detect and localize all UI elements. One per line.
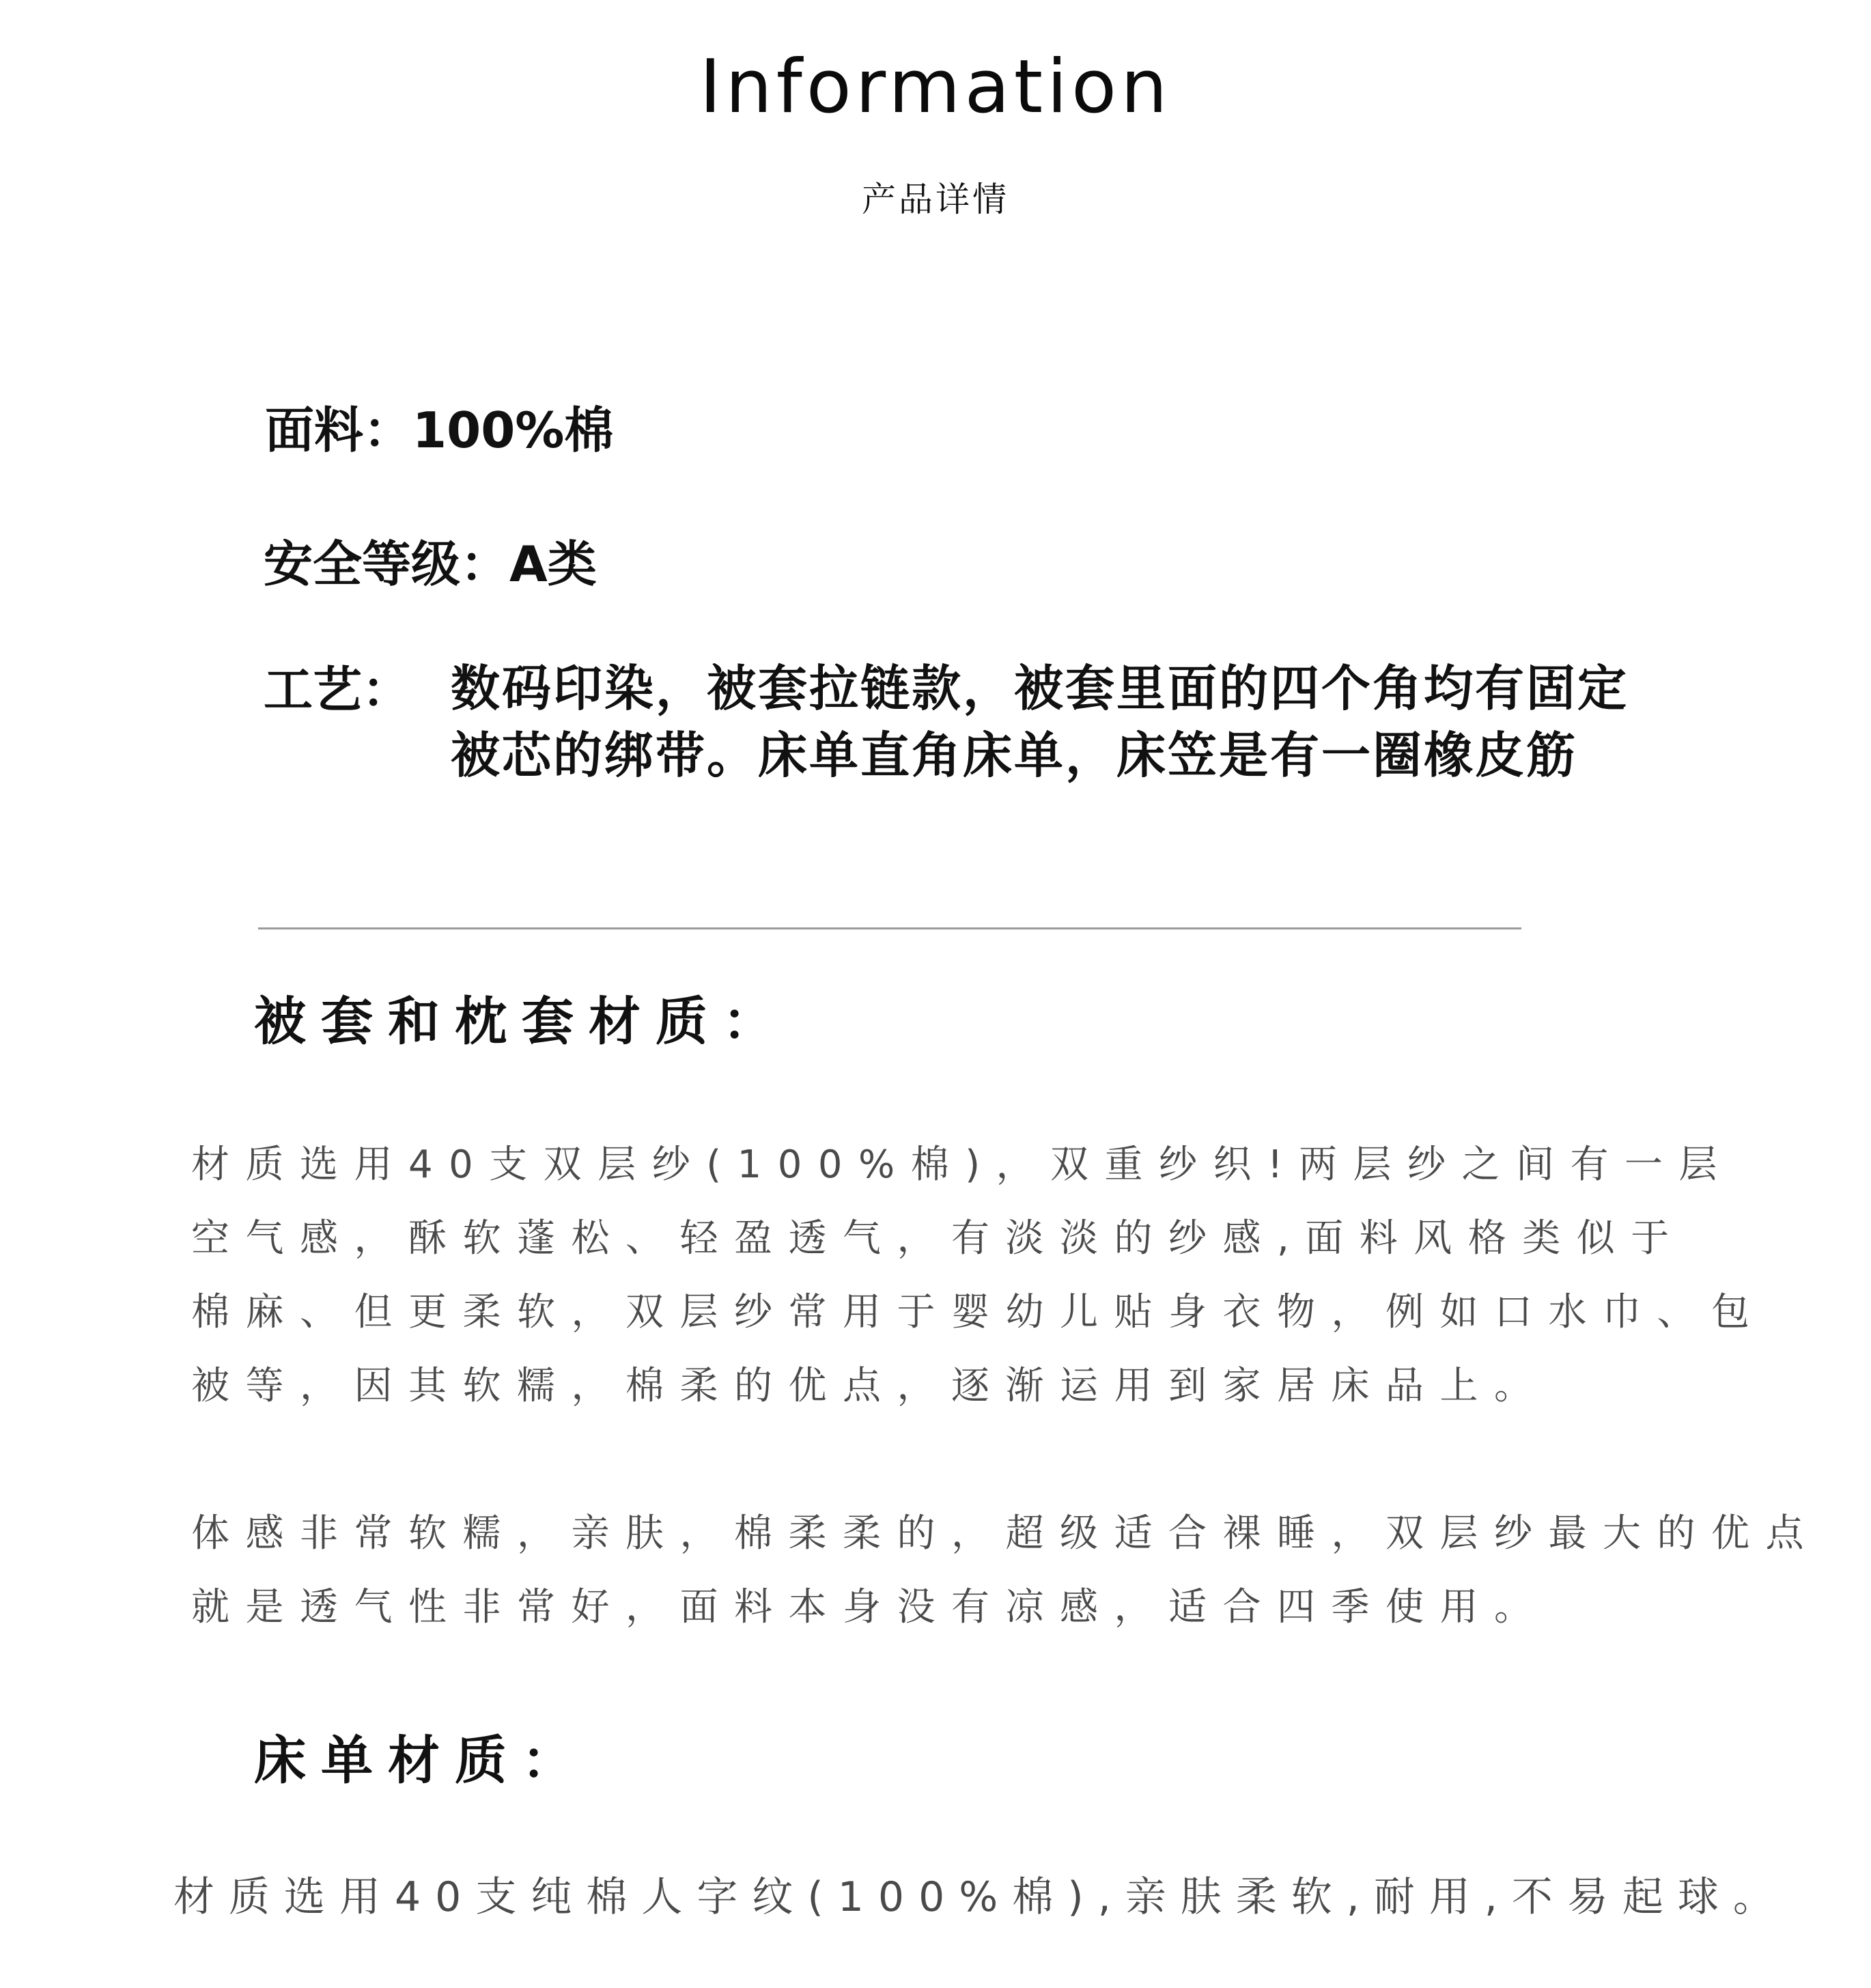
duvet-paragraph-line: 空气感，酥软蓬松、轻盈透气，有淡淡的纱感,面料风格类似于 xyxy=(191,1216,1685,1261)
page-subtitle: 产品详情 xyxy=(862,180,1009,219)
sheet-section-heading: 床单材质： xyxy=(254,1730,589,1791)
section-divider xyxy=(258,927,1521,929)
page-title: Information xyxy=(699,44,1172,130)
spec-fabric: 面料：100%棉 xyxy=(265,402,614,459)
spec-process-line: 被芯的绑带。床单直角床单，床笠是有一圈橡皮筋 xyxy=(451,727,1578,784)
spec-process-label: 工艺： xyxy=(264,661,412,718)
spec-safety-grade: 安全等级：A类 xyxy=(264,535,597,593)
duvet-section-heading: 被套和枕套材质： xyxy=(254,991,789,1052)
comfort-paragraph-line: 体感非常软糯，亲肤，棉柔柔的，超级适合裸睡，双层纱最大的优点 xyxy=(191,1511,1820,1556)
spec-process-line: 数码印染，被套拉链款，被套里面的四个角均有固定 xyxy=(451,660,1629,717)
duvet-paragraph-line: 材质选用40支双层纱(100%棉)，双重纱织!两层纱之间有一层 xyxy=(191,1143,1733,1187)
sheet-paragraph-line: 材质选用40支纯棉人字纹(100%棉),亲肤柔软,耐用,不易起球。 xyxy=(173,1873,1788,1921)
duvet-paragraph-line: 被等，因其软糯，棉柔的优点，逐渐运用到家居床品上。 xyxy=(191,1364,1549,1408)
comfort-paragraph-line: 就是透气性非常好，面料本身没有凉感，适合四季使用。 xyxy=(191,1585,1549,1629)
duvet-paragraph-line: 棉麻、但更柔软，双层纱常用于婴幼儿贴身衣物，例如口水巾、包 xyxy=(191,1290,1766,1334)
